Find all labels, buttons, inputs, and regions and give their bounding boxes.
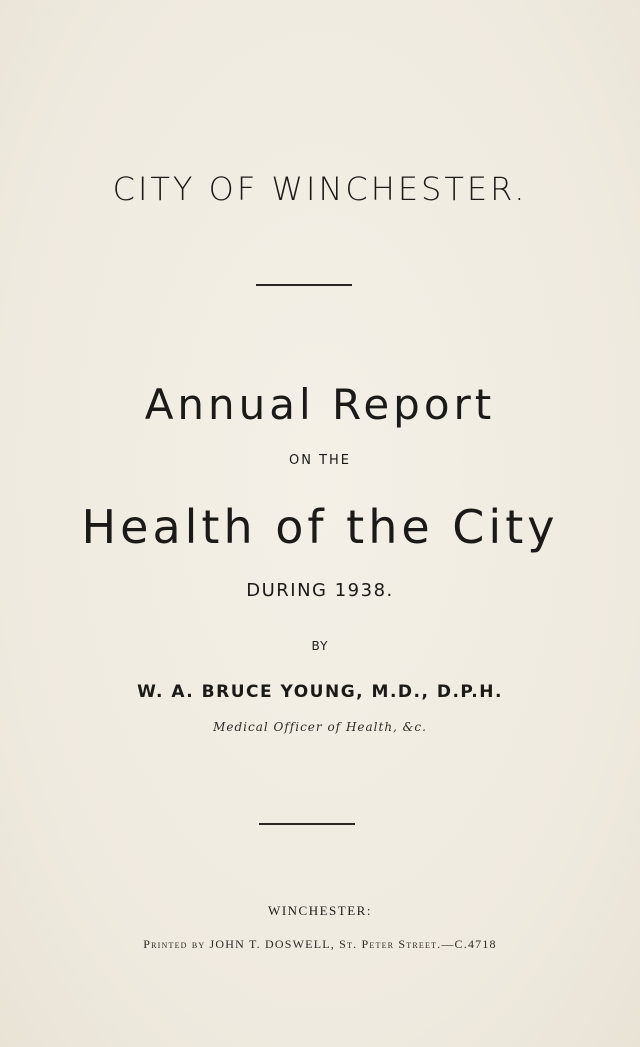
connector-text: ON THE	[288, 453, 352, 468]
report-title: Annual Report	[144, 380, 496, 429]
report-subject: Health of the City	[81, 500, 559, 554]
printer-line: Printed by JOHN T. DOSWELL, St. Peter Street.—C.4718	[143, 937, 497, 951]
city-heading: CITY OF WINCHESTER.	[112, 170, 528, 208]
publication-place: WINCHESTER:	[268, 903, 372, 918]
bottom-divider	[259, 823, 355, 825]
top-divider	[256, 284, 352, 286]
by-text: BY	[311, 639, 329, 653]
author-name: W. A. BRUCE YOUNG, M.D., D.P.H.	[137, 682, 503, 702]
report-period: DURING 1938.	[246, 580, 394, 601]
author-role: Medical Officer of Health, &c.	[213, 720, 427, 734]
